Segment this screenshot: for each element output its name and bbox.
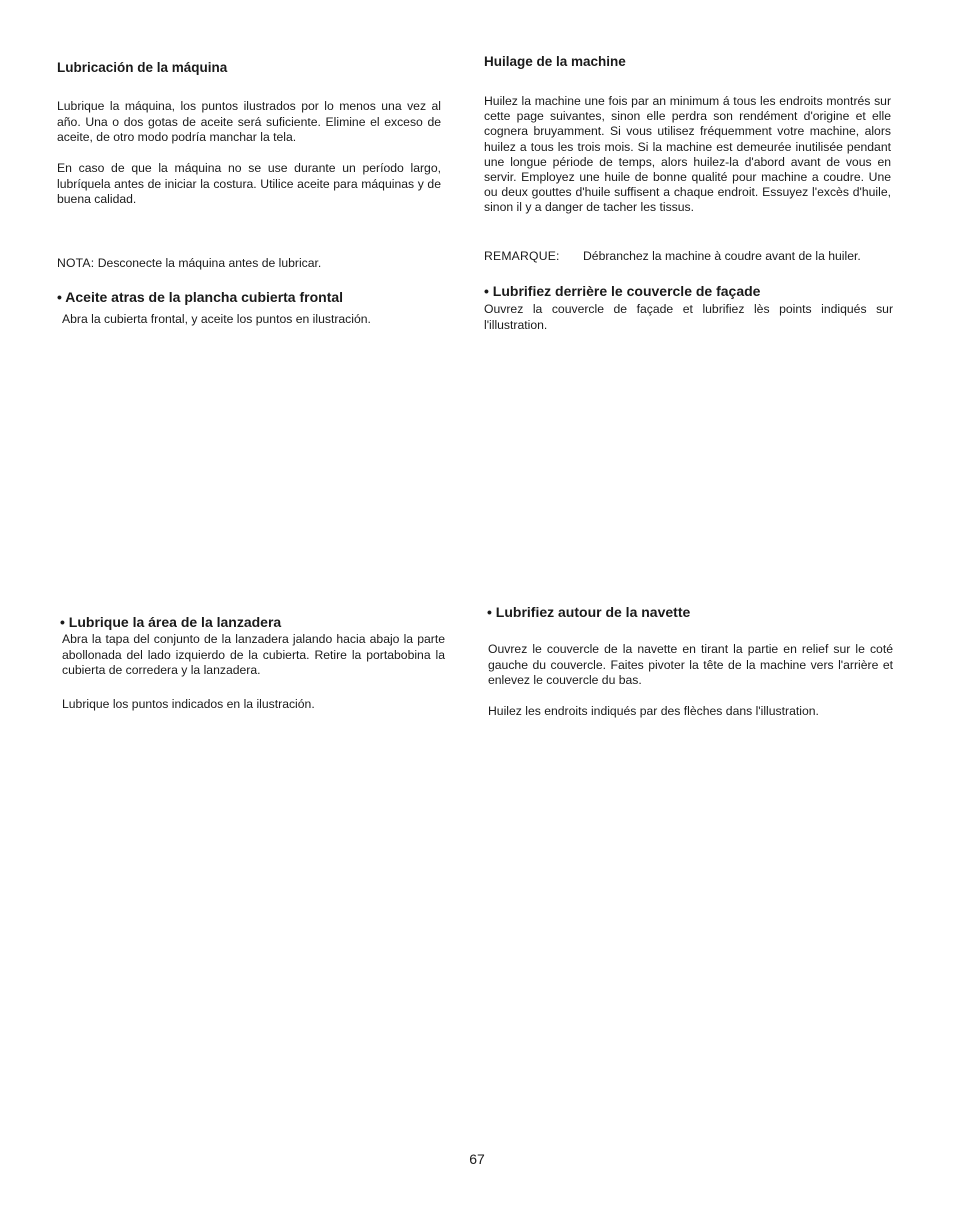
french-remarque-label: REMARQUE:	[484, 249, 560, 263]
page-number: 67	[469, 1151, 485, 1167]
spanish-title: Lubricación de la máquina	[57, 60, 228, 75]
spanish-front-cover-heading: • Aceite atras de la plancha cubierta frontal	[57, 289, 344, 305]
spanish-paragraph-2: En caso de que la máquina no se use durante un período largo, lubríquela antes de iniciar la costura. Utilice aceite para máquinas y de buena calidad.	[57, 161, 441, 207]
french-shuttle-text-1: Ouvrez le couvercle de la navette en tirant la partie en relief sur le coté gauche du couvercle. Faites pivoter la tête de la machine vers l'arrière et enlevez le couvercle du bas.	[488, 642, 893, 688]
french-remarque	[484, 249, 873, 265]
french-front-cover-text: Ouvrez la couvercle de façade et lubrifiez lès points indiqués sur l'illustration.	[484, 302, 893, 332]
spanish-front-cover-text: Abra la cubierta frontal, y aceite los puntos en ilustración.	[62, 312, 371, 326]
french-shuttle-heading: • Lubrifiez autour de la navette	[487, 604, 691, 620]
french-shuttle-text-2: Huilez les endroits indiqués par des flèches dans l'illustration.	[488, 704, 819, 718]
spanish-paragraph-1: Lubrique la máquina, los puntos ilustrados por lo menos una vez al año. Una o dos gotas de aceite será suficiente. Elimine el exceso de aceite, de otro modo podría manchar la tela.	[57, 99, 441, 145]
spanish-note-label: NOTA:	[57, 256, 95, 270]
spanish-shuttle-text-2: Lubrique los puntos indicados en la ilustración.	[62, 697, 315, 711]
spanish-note	[57, 256, 321, 272]
french-remarque-text: Débranchez la machine à coudre avant de la huiler.	[583, 249, 861, 263]
french-paragraph-1: Huilez la machine une fois par an minimum á tous les endroits montrés sur cette page suivantes, sinon elle perdra son rendément d'origine et elle cognera bruyamment. Si vous utilisez fréquemment votre machine, alors huilez a tous les trois mois. Si la machine est demeurée inutilisée pendant une longue période de temps, alors huilez-la d'abord avant de vous en servir. Employez une huile de bonne qualité pour machine a coudre. Une ou deux gouttes d'huile suffisent a chaque endroit. Essuyez l'excès d'huile, sinon il y a danger de tacher les tissus.	[484, 94, 891, 215]
french-front-cover-heading: • Lubrifiez derrière le couvercle de façade	[484, 283, 761, 299]
french-title: Huilage de la machine	[484, 54, 626, 69]
spanish-note-text: Desconecte la máquina antes de lubricar.	[97, 256, 322, 270]
spanish-shuttle-heading: • Lubrique la área de la lanzadera	[60, 614, 282, 630]
spanish-shuttle-text-1: Abra la tapa del conjunto de la lanzadera jalando hacia abajo la parte abollonada del lado izquierdo de la cubierta. Retire la portabobina la cubierta de corredera y la lanzadera.	[62, 632, 445, 678]
